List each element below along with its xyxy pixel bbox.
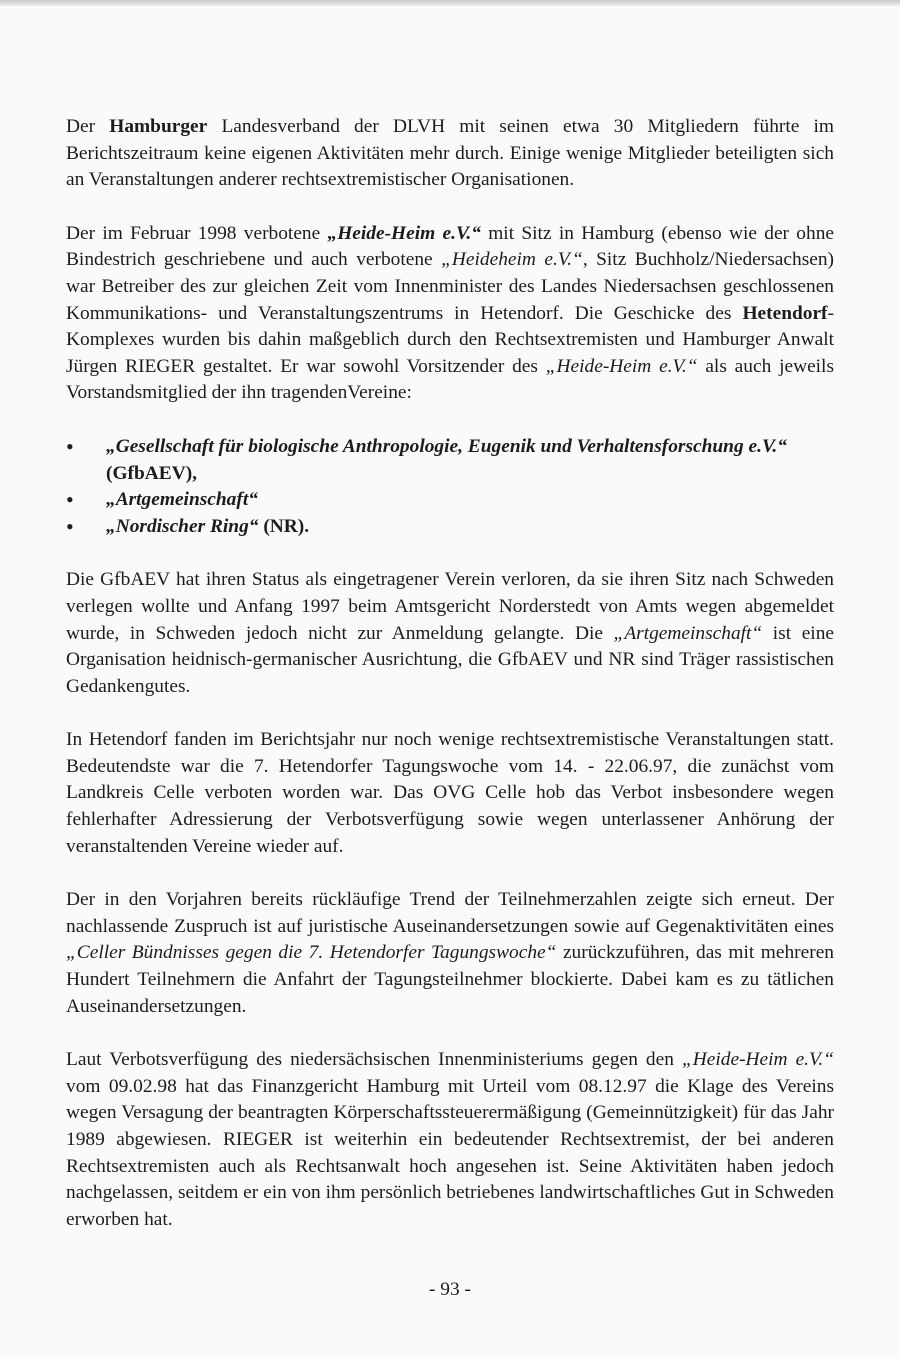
document-body	[66, 114, 834, 1260]
list-item: • „Artgemeinschaft“	[66, 487, 834, 514]
paragraph-verbotsverfuegung: Laut Verbotsverfügung des niedersächsischen Innenministeriums gegen den „Heide-Heim e.V.“ vom 09.02.98 hat das Finanzgericht Hamburg mit Urteil vom 08.12.97 die Klage des Vereins wegen Versagung der beantragten Körperschaftssteuerermäßigung (Gemeinnützigkeit) für das Jahr 1989 abgewiesen. RIEGER ist weiterhin ein bedeutender Rechtsextremist, der bei anderen Rechtsextremisten auch als Rechtsanwalt hoch angesehen ist. Seine Aktivitäten haben jedoch nachgelassen, seitdem er ein von ihm persönlich betriebenes landwirtschaftliches Gut in Schweden erworben hat.	[66, 1049, 834, 1230]
org-name-heide-heim-3: „Heide-Heim e.V.“	[681, 1049, 834, 1071]
paragraph-gfbaev: Die GfbAEV hat ihren Status als eingetragener Verein verloren, da sie ihren Sitz nach Schweden verlegen wollte und Anfang 1997 beim Amtsgericht Norderstedt von Amts wegen abgemeldet wurde, in Schweden jedoch nicht zur Anmeldung gelangte. Die „Artgemeinschaft“ ist eine Organisation heidnisch-germanischer Ausrichtung, die GfbAEV und NR sind Träger rassistischen Gedankengutes.	[66, 569, 834, 697]
org-name-celler-buendnis: „Celler Bündnisses gegen die 7. Hetendorfer Tagungswoche“	[66, 942, 557, 964]
list-item: • „Gesellschaft für biologische Anthropologie, Eugenik und Verhaltensforschung e.V.“ (GfbAEV),	[66, 434, 834, 487]
association-list	[66, 434, 834, 540]
list-item: • „Nordischer Ring“ (NR).	[66, 514, 834, 541]
org-name-heide-heim-2: „Heide-Heim e.V.“	[545, 355, 698, 377]
scan-top-edge	[0, 0, 900, 6]
bold-hetendorf: Hetendorf	[742, 302, 828, 324]
paragraph-participant-trend: Der in den Vorjahren bereits rückläufige Trend der Teilnehmerzahlen zeigte sich erneut. Der nachlassende Zuspruch ist auf juristische Auseinandersetzungen sowie auf Gegenaktivitäten eines „Celler Bündnisses gegen die 7. Hetendorfer Tagungswoche“ zurückzuführen, das mit mehreren Hundert Teilnehmern die Anfahrt der Tagungsteilnehmer blockierte. Dabei kam es zu tätlichen Auseinandersetzungen.	[66, 889, 834, 1017]
paragraph-hamburg-dlvh: Der Hamburger Landesverband der DLVH mit seinen etwa 30 Mitgliedern führte im Berichtszeitraum keine eigenen Aktivitäten mehr durch. Einige wenige Mitglieder beteiligten sich an Veranstaltungen anderer rechtsextremistischer Organisationen.	[66, 116, 834, 191]
org-name-heide-heim: „Heide-Heim e.V.“	[327, 222, 481, 244]
org-name-heideheim: „Heideheim e.V.“	[441, 249, 583, 271]
paragraph-hetendorf-events: In Hetendorf fanden im Berichtsjahr nur noch wenige rechtsextremistische Veranstaltungen statt. Bedeutendste war die 7. Hetendorfer Tagungswoche vom 14. - 22.06.97, die zunächst vom Landkreis Celle verboten worden war. Das OVG Celle hob das Verbot insbesondere wegen fehlerhafter Adressierung der Verbotsverfügung sowie wegen unterlassener Anhörung der veranstaltenden Vereine wieder auf.	[66, 729, 834, 857]
bold-hamburger: Hamburger	[109, 116, 208, 137]
page-number: - 93 -	[428, 1279, 471, 1300]
org-name-artgemeinschaft: „Artgemeinschaft“	[613, 622, 763, 644]
paragraph-heide-heim: Der im Februar 1998 verbotene „Heide-Heim e.V.“ mit Sitz in Hamburg (ebenso wie der ohne Bindestrich geschriebene und auch verbotene „Heideheim e.V.“, Sitz Buchholz/Niedersachsen) war Betreiber des zur gleichen Zeit vom Innenminister des Landes Niedersachsen geschlossenen Kommunikations- und Veranstaltungszentrums in Hetendorf. Die Geschicke des Hetendorf-Komplexes wurden bis dahin maßgeblich durch den Rechtsextremisten und Hamburger Anwalt Jürgen RIEGER gestaltet. Er war sowohl Vorsitzender des „Heide-Heim e.V.“ als auch jeweils Vorstandsmitglied der ihn tragendenVereine:	[66, 222, 834, 404]
